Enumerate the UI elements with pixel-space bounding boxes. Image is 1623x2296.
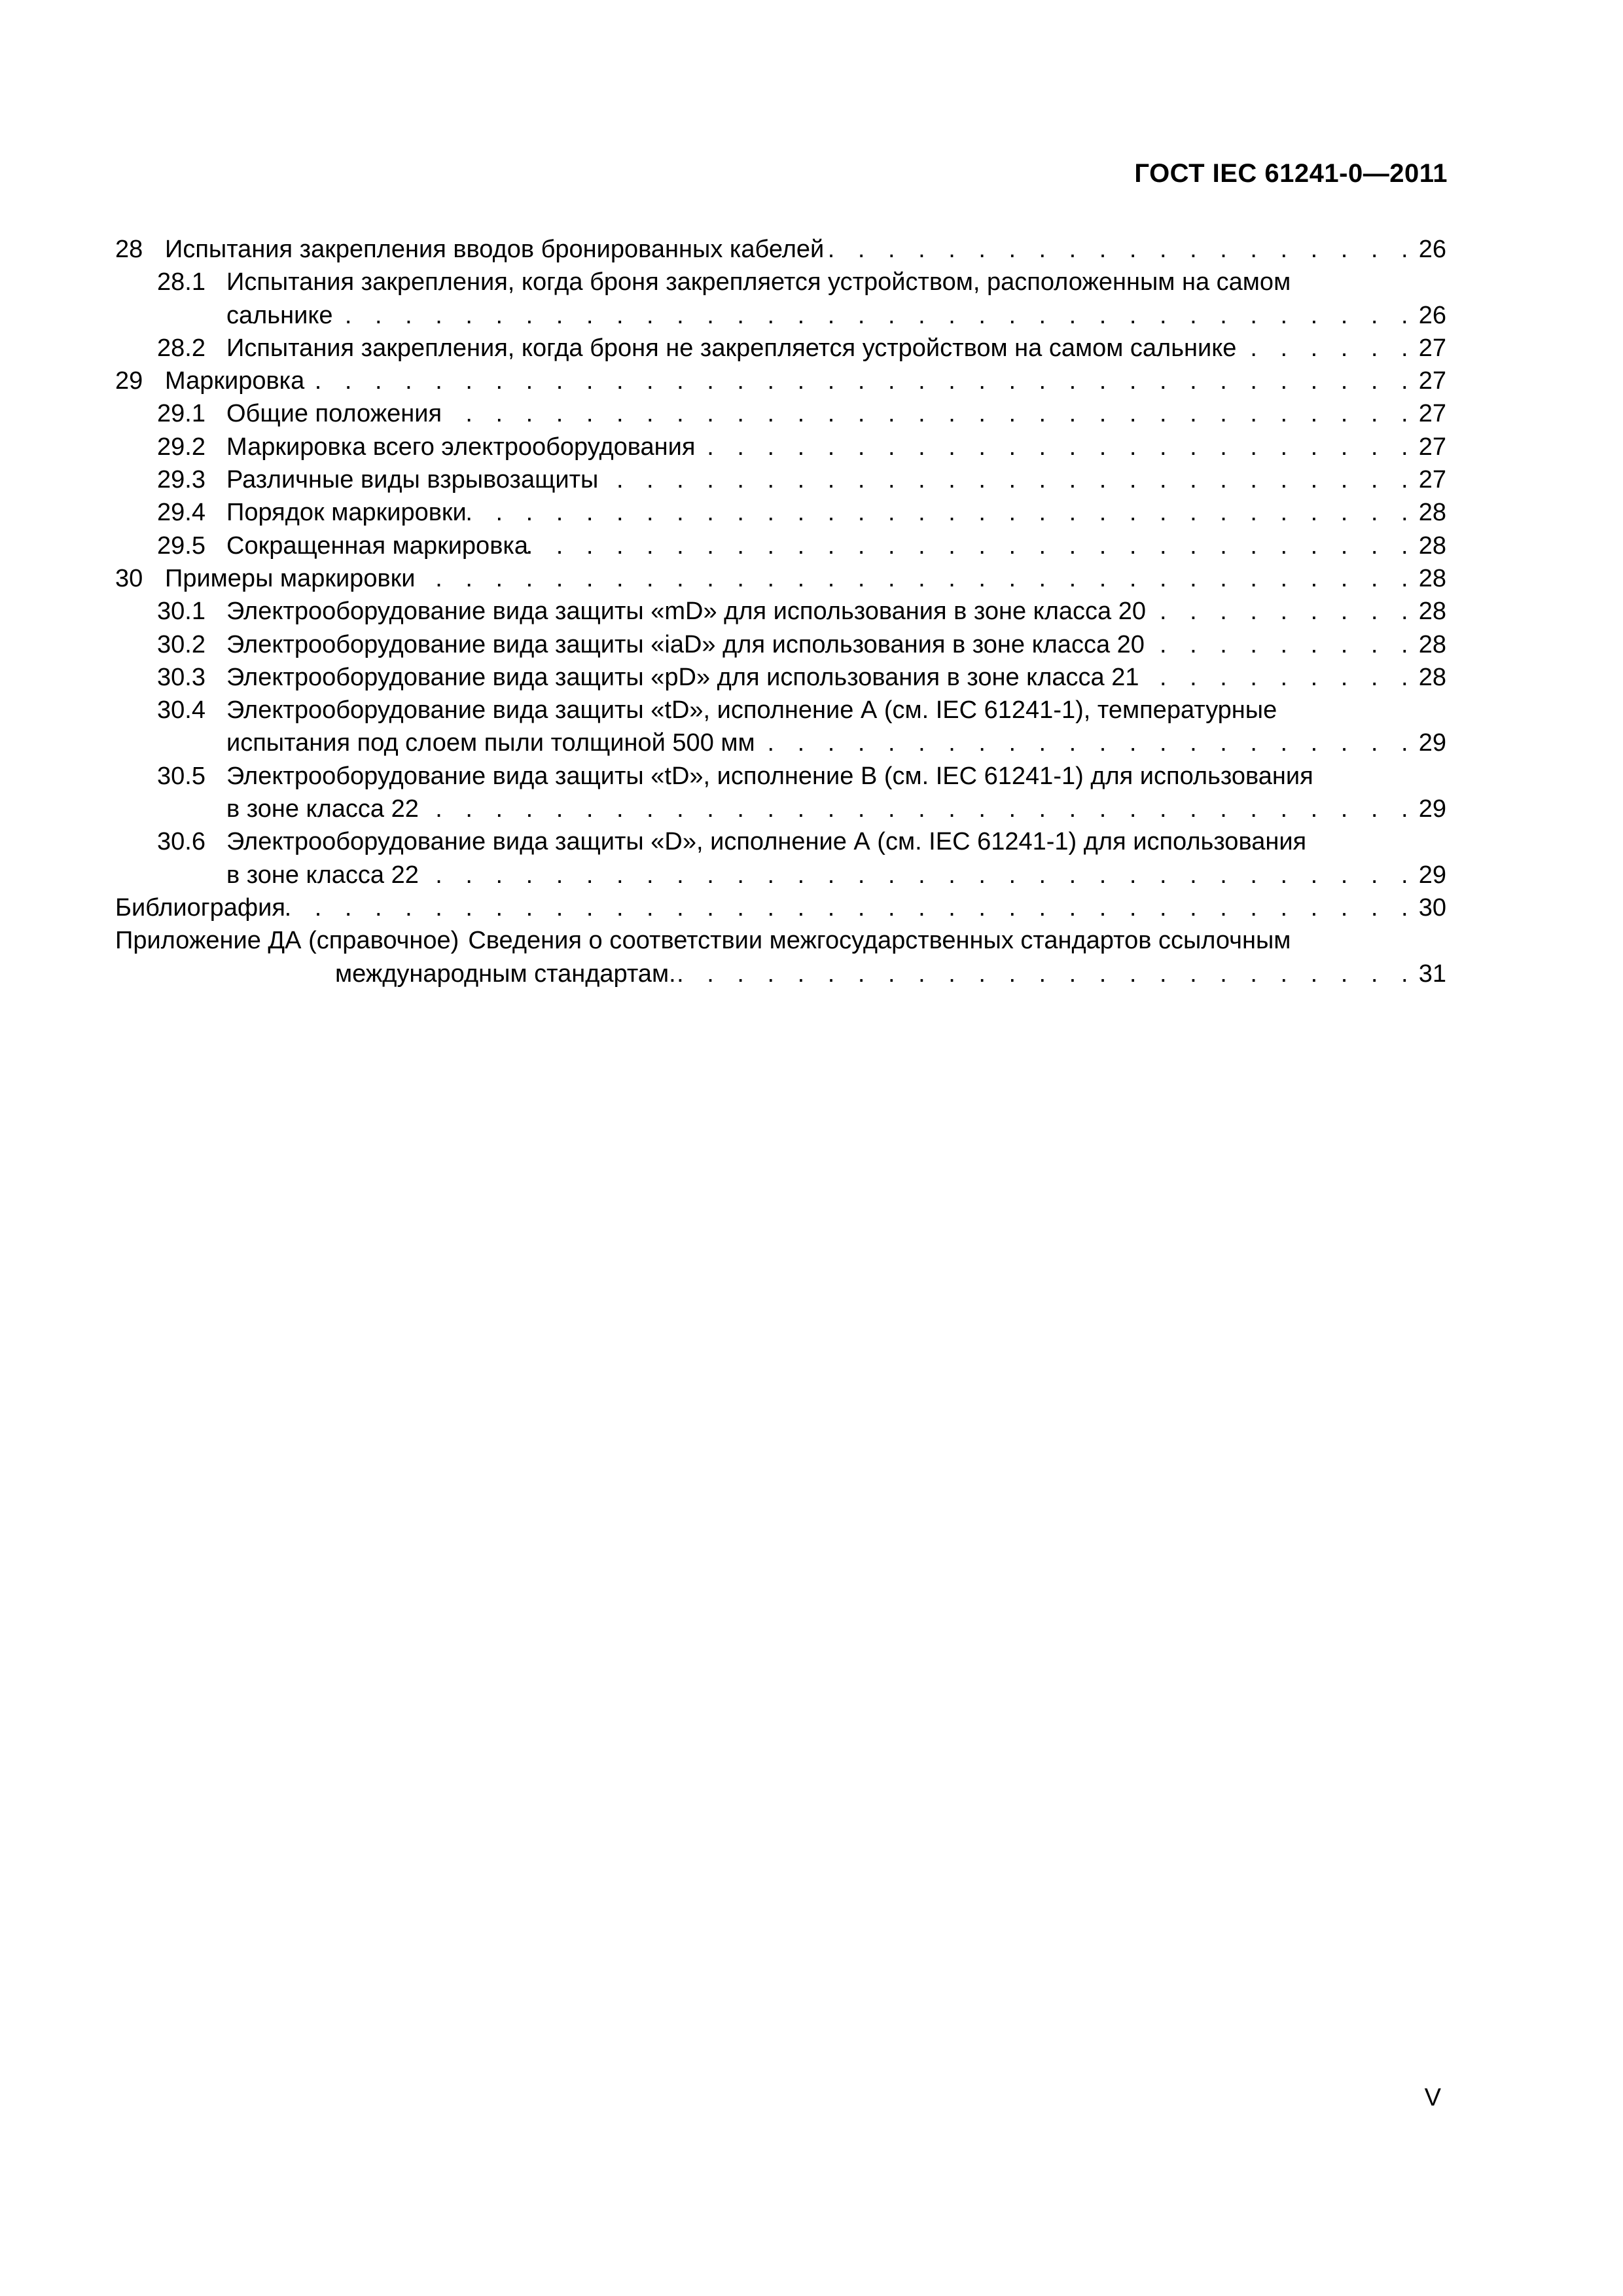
toc-page-number: 28 bbox=[1418, 598, 1446, 626]
toc-entry-number: 30.6 bbox=[157, 828, 205, 856]
document-header: ГОСТ IEC 61241-0—2011 bbox=[1134, 159, 1448, 188]
toc-leader-dots bbox=[442, 397, 1416, 430]
toc-entry-title: Общие положения bbox=[226, 400, 442, 428]
toc-leader-dots bbox=[419, 859, 1416, 891]
toc-entry-29-5[interactable] bbox=[115, 529, 1446, 562]
toc-entry-number: 29.2 bbox=[157, 433, 205, 461]
toc-appendix-label: Приложение ДА (справочное) bbox=[115, 927, 459, 955]
toc-entry-title-continued: сальнике bbox=[226, 301, 333, 329]
toc-entry-title: Электрооборудование вида защиты «tD», исполнение А (см. IEC 61241-1), температурные bbox=[226, 696, 1277, 725]
toc-entry-number: 28.1 bbox=[157, 268, 205, 296]
toc-entry-title: Различные виды взрывозащиты bbox=[226, 466, 599, 494]
toc-entry-30-3[interactable] bbox=[115, 661, 1446, 694]
toc-entry-28[interactable] bbox=[115, 233, 1446, 266]
toc-leader-dots bbox=[467, 496, 1416, 529]
toc-entry-28-2[interactable] bbox=[115, 332, 1446, 365]
toc-page-number: 27 bbox=[1418, 433, 1446, 461]
toc-entry-title: Электрооборудование вида защиты «iaD» для использования в зоне класса 20 bbox=[226, 630, 1145, 658]
toc-page-number: 31 bbox=[1418, 960, 1446, 988]
toc-entry-30-2[interactable] bbox=[115, 628, 1446, 661]
page-number: V bbox=[1424, 2084, 1441, 2111]
toc-entry-29[interactable] bbox=[115, 365, 1446, 397]
toc-entry-appendix[interactable] bbox=[115, 924, 1446, 990]
toc-leader-dots bbox=[1139, 661, 1416, 694]
toc-leader-dots bbox=[333, 299, 1416, 332]
toc-leader-dots bbox=[528, 529, 1416, 562]
toc-entry-title: Сокращенная маркировка bbox=[226, 531, 528, 560]
toc-entry-bibliography[interactable] bbox=[115, 891, 1446, 924]
toc-page-number: 28 bbox=[1418, 564, 1446, 592]
toc-leader-dots bbox=[304, 365, 1416, 397]
toc-entry-title: Испытания закрепления, когда броня закрепляется устройством, расположенным на самом bbox=[226, 268, 1291, 296]
toc-entry-title: Маркировка всего электрооборудования bbox=[226, 433, 696, 461]
toc-entry-30[interactable] bbox=[115, 562, 1446, 595]
toc-entry-number: 29 bbox=[115, 367, 143, 395]
toc-leader-dots bbox=[1146, 595, 1416, 628]
toc-leader-dots bbox=[755, 726, 1416, 759]
toc-entry-title: Электрооборудование вида защиты «D», исполнение А (см. IEC 61241-1) для использования bbox=[226, 828, 1307, 856]
toc-entry-number: 30.2 bbox=[157, 630, 205, 658]
toc-entry-29-4[interactable] bbox=[115, 496, 1446, 529]
toc-entry-30-4[interactable] bbox=[115, 694, 1446, 760]
toc-leader-dots bbox=[285, 891, 1416, 924]
toc-page-number: 28 bbox=[1418, 499, 1446, 527]
toc-entry-title: Испытания закрепления вводов бронированных кабелей bbox=[165, 236, 825, 263]
toc-leader-dots bbox=[419, 793, 1416, 825]
toc-entry-title-continued: международным стандартам. bbox=[335, 960, 676, 988]
toc-entry-number: 30.5 bbox=[157, 762, 205, 790]
toc-entry-29-1[interactable] bbox=[115, 397, 1446, 430]
toc-page-number: 27 bbox=[1418, 400, 1446, 428]
toc-entry-29-2[interactable] bbox=[115, 431, 1446, 463]
toc-page-number: 30 bbox=[1418, 893, 1446, 922]
toc-page-number: 27 bbox=[1418, 367, 1446, 395]
toc-entry-number: 29.4 bbox=[157, 499, 205, 527]
toc-entry-number: 29.1 bbox=[157, 400, 205, 428]
toc-entry-title-continued: в зоне класса 22 bbox=[226, 861, 419, 889]
toc-entry-number: 28 bbox=[115, 236, 143, 263]
toc-entry-28-1[interactable] bbox=[115, 266, 1446, 332]
toc-entry-number: 30.1 bbox=[157, 598, 205, 626]
toc-entry-number: 30.4 bbox=[157, 696, 205, 725]
toc-entry-title: Примеры маркировки bbox=[165, 564, 416, 592]
toc-entry-title: Библиография bbox=[115, 893, 285, 922]
toc-entry-30-1[interactable] bbox=[115, 595, 1446, 628]
toc-page-number: 28 bbox=[1418, 663, 1446, 691]
toc-entry-number: 30 bbox=[115, 564, 143, 592]
toc-entry-30-6[interactable] bbox=[115, 825, 1446, 891]
toc-entry-title: Маркировка bbox=[165, 367, 305, 395]
toc-entry-title: Порядок маркировки bbox=[226, 499, 467, 527]
toc-entry-title: Сведения о соответствии межгосударственных стандартов ссылочным bbox=[468, 927, 1291, 955]
toc-entry-number: 29.3 bbox=[157, 466, 205, 494]
toc-entry-title: Испытания закрепления, когда броня не закрепляется устройством на самом сальнике bbox=[226, 334, 1237, 362]
toc-entry-title: Электрооборудование вида защиты «mD» для использования в зоне класса 20 bbox=[226, 598, 1146, 626]
toc-leader-dots bbox=[598, 463, 1416, 496]
toc-leader-dots bbox=[676, 958, 1416, 990]
toc-entry-title: Электрооборудование вида защиты «tD», исполнение В (см. IEC 61241-1) для использования bbox=[226, 762, 1313, 790]
toc-leader-dots bbox=[1145, 628, 1416, 661]
toc-page-number: 26 bbox=[1418, 236, 1446, 263]
toc-page-number: 26 bbox=[1418, 301, 1446, 329]
toc-page-number: 28 bbox=[1418, 630, 1446, 658]
toc-entry-title-continued: в зоне класса 22 bbox=[226, 795, 419, 823]
toc-page-number: 29 bbox=[1418, 729, 1446, 757]
toc-entry-title: Электрооборудование вида защиты «pD» для использования в зоне класса 21 bbox=[226, 663, 1139, 691]
toc-entry-number: 29.5 bbox=[157, 531, 205, 560]
toc-leader-dots bbox=[695, 431, 1416, 463]
toc-page-number: 27 bbox=[1418, 334, 1446, 362]
toc-entry-number: 28.2 bbox=[157, 334, 205, 362]
toc-entry-number: 30.3 bbox=[157, 663, 205, 691]
toc-page-number: 29 bbox=[1418, 795, 1446, 823]
toc-entry-29-3[interactable] bbox=[115, 463, 1446, 496]
toc-page-number: 29 bbox=[1418, 861, 1446, 889]
table-of-contents bbox=[115, 233, 1446, 990]
toc-page-number: 27 bbox=[1418, 466, 1446, 494]
toc-leader-dots bbox=[824, 233, 1416, 266]
toc-leader-dots bbox=[416, 562, 1417, 595]
toc-leader-dots bbox=[1236, 332, 1416, 365]
toc-page-number: 28 bbox=[1418, 531, 1446, 560]
toc-entry-title-continued: испытания под слоем пыли толщиной 500 мм bbox=[226, 729, 755, 757]
toc-entry-30-5[interactable] bbox=[115, 760, 1446, 826]
